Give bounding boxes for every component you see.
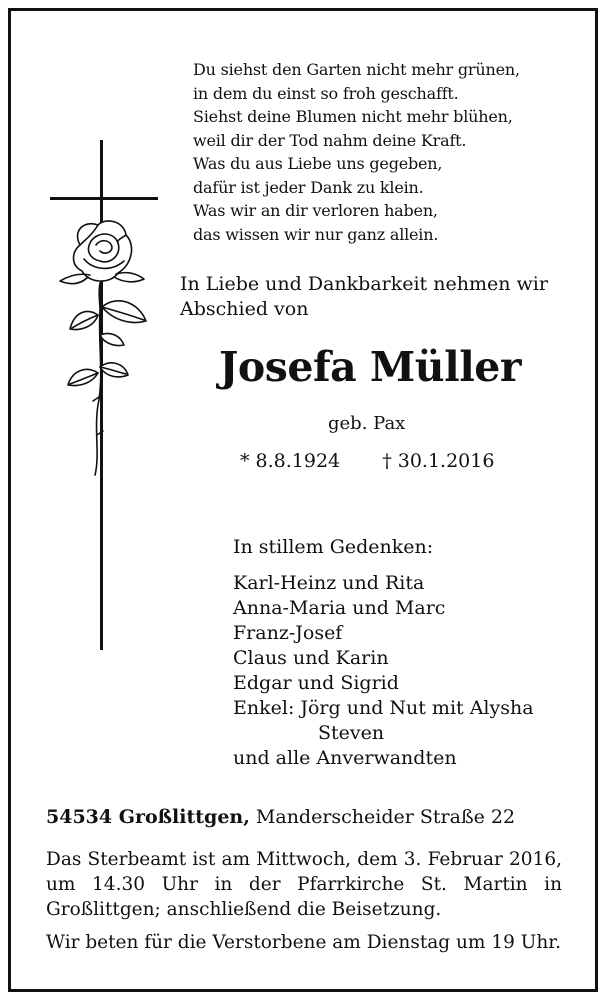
deceased-name: Josefa Müller: [219, 343, 521, 391]
mourner-entry: Enkel: Jörg und Nut mit Alysha: [233, 697, 534, 719]
mourner-entry-last: und alle Anverwandten: [233, 747, 457, 769]
maiden-name: geb. Pax: [328, 413, 406, 434]
mourner-entry: Anna-Maria und Marc: [233, 597, 446, 619]
birth-date: * 8.8.1924: [240, 450, 341, 472]
poem-line: in dem du einst so froh geschafft.: [193, 83, 459, 103]
address: [46, 806, 515, 828]
poem-line: Siehst deine Blumen nicht mehr blühen,: [193, 107, 513, 126]
mourner-entry: Claus und Karin: [233, 647, 389, 669]
poem-line: das wissen wir nur ganz allein.: [193, 224, 439, 244]
poem: [193, 58, 573, 246]
poem-line: weil dir der Tod nahm deine Kraft.: [193, 130, 467, 150]
death-date: † 30.1.2016: [382, 450, 495, 472]
funeral-info: Das Sterbeamt ist am Mittwoch, dem 3. Februar 2016, um 14.30 Uhr in der Pfarrkirche St. Martin in Großlittgen; anschließend die Beisetzung.: [46, 849, 562, 920]
intro-line: In Liebe und Dankbarkeit nehmen wir: [180, 273, 548, 295]
mourner-entry: Karl-Heinz und Rita: [233, 572, 425, 594]
cross-with-rose: [40, 135, 170, 655]
mourners-list: [233, 571, 534, 771]
intro-line: Abschied von: [180, 298, 309, 320]
poem-line: dafür ist jeder Dank zu klein.: [193, 177, 424, 197]
poem-line: Du siehst den Garten nicht mehr grünen,: [193, 60, 520, 79]
prayer-info: Wir beten für die Verstorbene am Dienstag um 19 Uhr.: [46, 932, 561, 953]
intro-text: [180, 272, 580, 322]
mourner-entry: Edgar und Sigrid: [233, 672, 399, 694]
address-street: Manderscheider Straße 22: [255, 806, 516, 828]
cross-icon: [50, 140, 158, 650]
mourner-entry: Franz-Josef: [233, 622, 343, 644]
life-dates: [240, 450, 494, 472]
memory-heading: In stillem Gedenken:: [233, 536, 434, 558]
poem-line: Was du aus Liebe uns gegeben,: [193, 154, 443, 173]
mourner-entry-indented: Steven: [318, 722, 385, 744]
address-city: 54534 Großlittgen,: [46, 806, 250, 828]
poem-line: Was wir an dir verloren haben,: [193, 201, 438, 220]
